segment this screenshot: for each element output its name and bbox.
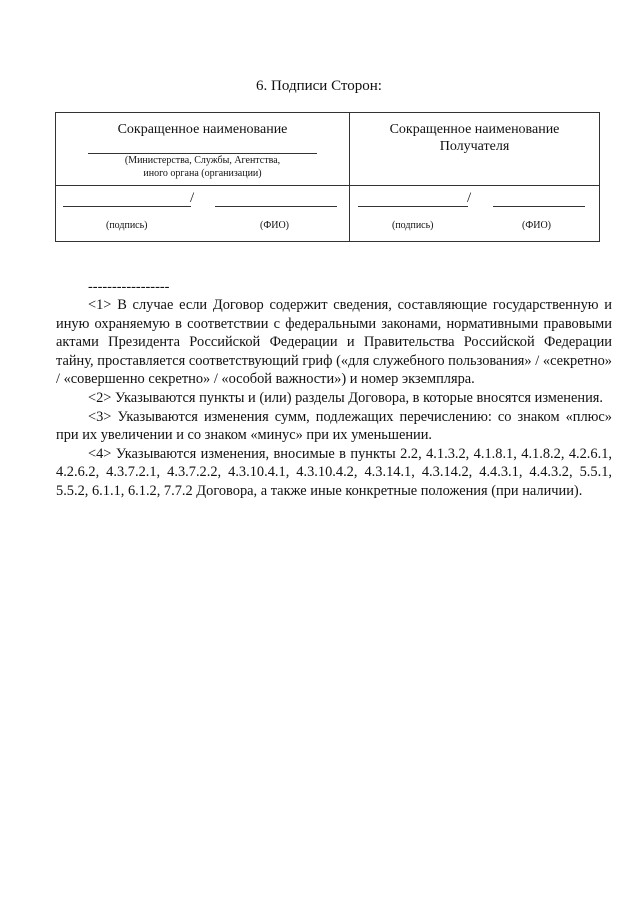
footnote-1: <1> В случае если Договор содержит сведения, составляющие государственную и иную охраняемую в соответствии с федеральными законами, нормативными правовыми актами Президента Российской Федерации и Правительства Российской Федерации тайну, проставляется соответствующий гриф («для служебного пользования» / «секретно» / «совершенно секретно» / «особой важности») и номер экземпляра. (56, 297, 612, 388)
left-party-note-line1: (Министерства, Службы, Агентства, (124, 155, 281, 166)
footnote-3: <3> Указываются изменения сумм, подлежащих перечислению: со знаком «плюс» при их увеличении и со знаком «минус» при их уменьшении. (56, 408, 612, 444)
right-party-title (350, 121, 599, 155)
left-name-label: (ФИО) (260, 220, 290, 231)
signatures-table (55, 112, 600, 242)
right-party-title-line1: Сокращенное наименование (389, 122, 560, 137)
footnote-2: <2> Указываются пункты и (или) разделы Договора, в которые вносятся изменения. (88, 389, 603, 406)
right-name-label: (ФИО) (522, 220, 552, 231)
right-signature-cell (350, 186, 600, 242)
left-party-note (56, 154, 349, 180)
left-party-note-line2: иного органа (организации) (143, 168, 262, 179)
left-party-name-cell (56, 113, 350, 186)
footnote-separator: ----------------- (88, 279, 170, 295)
left-signature-line (63, 206, 191, 207)
right-name-line (493, 206, 585, 207)
right-slash: / (467, 190, 472, 206)
section-heading: 6. Подписи Сторон: (256, 78, 382, 94)
left-slash: / (190, 190, 195, 206)
right-signature-line (358, 206, 468, 207)
left-party-title: Сокращенное наименование (117, 122, 288, 137)
right-party-title-line2: Получателя (439, 139, 510, 154)
left-signature-cell (56, 186, 350, 242)
left-signature-label: (подпись) (106, 220, 148, 231)
footnote-4: <4> Указываются изменения, вносимые в пункты 2.2, 4.1.3.2, 4.1.8.1, 4.1.8.2, 4.2.6.1, 4.2.6.2, 4.3.7.2.1, 4.3.7.2.2, 4.3.10.4.1, 4.3.10.4.2, 4.3.14.1, 4.3.14.2, 4.4.3.1, 4.4.3.2, 5.5.1, 5.5.2, 6.1.1, 6.1.2, 7.7.2 Договора, а также иные конкретные положения (при наличии). (56, 445, 612, 499)
left-name-line (215, 206, 337, 207)
right-signature-label: (подпись) (392, 220, 434, 231)
footnotes-section (56, 278, 612, 501)
right-party-name-cell (350, 113, 600, 186)
